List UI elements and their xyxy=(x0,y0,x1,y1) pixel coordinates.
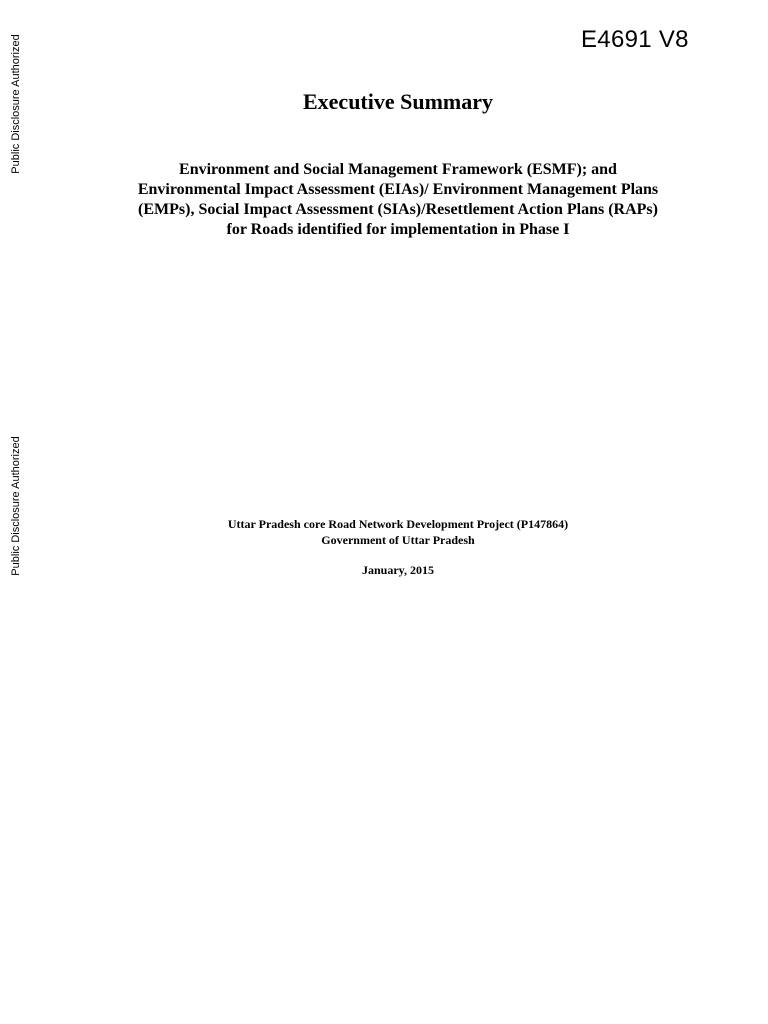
disclosure-stamp-text: Public Disclosure Authorized xyxy=(10,34,22,174)
subtitle-line: (EMPs), Social Impact Assessment (SIAs)/Resettlement Action Plans (RAPs) xyxy=(138,201,658,218)
subtitle-line: for Roads identified for implementation in Phase I xyxy=(226,221,570,238)
project-name: Uttar Pradesh core Road Network Development Project (P147864) xyxy=(227,517,569,531)
organization-name: Government of Uttar Pradesh xyxy=(321,533,475,547)
subtitle-line: Environmental Impact Assessment (EIAs)/ Environment Management Plans xyxy=(137,181,659,198)
document-title: Executive Summary xyxy=(302,89,494,114)
document-subtitle xyxy=(0,160,768,240)
document-id: E4691 V8 xyxy=(581,26,689,53)
publication-date: January, 2015 xyxy=(361,563,434,577)
disclosure-stamp-text: Public Disclosure Authorized xyxy=(10,436,22,576)
subtitle-line: Environment and Social Management Framework (ESMF); and xyxy=(179,161,617,178)
document-meta xyxy=(0,516,768,578)
